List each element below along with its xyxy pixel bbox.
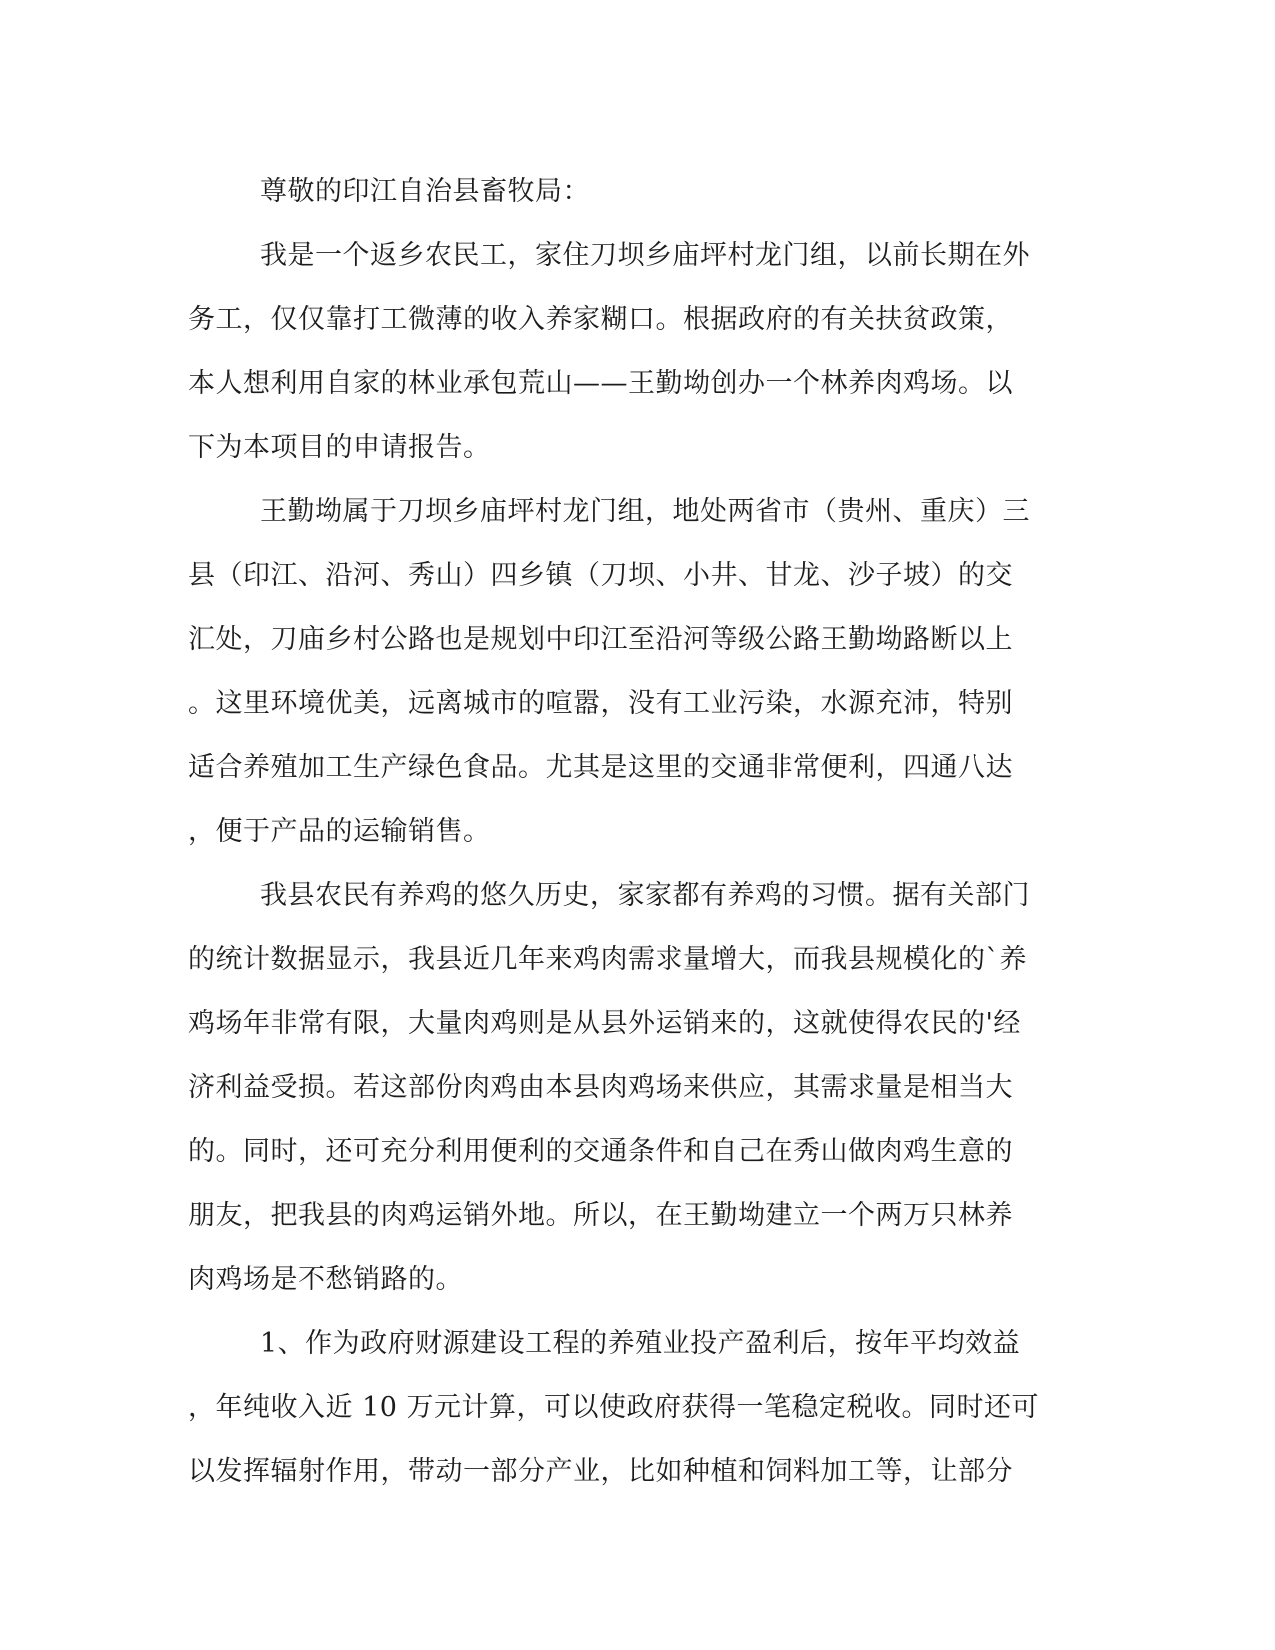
paragraph-line: 汇处，刀庙乡村公路也是规划中印江至沿河等级公路王勤坳路断以上 (188, 624, 1013, 655)
paragraph-line: ，便于产品的运输销售。 (188, 816, 491, 847)
paragraph-line: 务工，仅仅靠打工微薄的收入养家糊口。根据政府的有关扶贫政策， (188, 304, 1013, 335)
salutation: 尊敬的印江自治县畜牧局： (260, 176, 590, 207)
paragraph-line: 肉鸡场是不愁销路的。 (188, 1264, 463, 1295)
paragraph-line: 济利益受损。若这部份肉鸡由本县肉鸡场来供应，其需求量是相当大 (188, 1072, 1013, 1103)
paragraph-line: 鸡场年非常有限，大量肉鸡则是从县外运销来的，这就使得农民的'经 (188, 1008, 1021, 1039)
paragraph-line: 下为本项目的申请报告。 (188, 432, 491, 463)
paragraph-line: 王勤坳属于刀坝乡庙坪村龙门组，地处两省市（贵州、重庆）三 (260, 496, 1030, 527)
paragraph-line: 的统计数据显示，我县近几年来鸡肉需求量增大，而我县规模化的`养 (188, 944, 1027, 975)
paragraph-location (188, 480, 1068, 864)
paragraph-line: 。这里环境优美，远离城市的喧嚣，没有工业污染，水源充沛，特别 (188, 688, 1013, 719)
paragraph-line: 朋友，把我县的肉鸡运销外地。所以，在王勤坳建立一个两万只林养 (188, 1200, 1013, 1231)
paragraph-line: ，年纯收入近 10 万元计算，可以使政府获得一笔稳定税收。同时还可 (188, 1392, 1040, 1423)
paragraph-line: 本人想利用自家的林业承包荒山——王勤坳创办一个林养肉鸡场。以 (188, 368, 1013, 399)
paragraph-intro (188, 224, 1068, 480)
paragraph-benefit-1 (188, 1312, 1068, 1504)
paragraph-line: 的。同时，还可充分利用便利的交通条件和自己在秀山做肉鸡生意的 (188, 1136, 1013, 1167)
paragraph-line: 1、作为政府财源建设工程的养殖业投产盈利后，按年平均效益 (260, 1328, 1021, 1359)
paragraph-line: 我县农民有养鸡的悠久历史，家家都有养鸡的习惯。据有关部门 (260, 880, 1030, 911)
paragraph-line: 我是一个返乡农民工，家住刀坝乡庙坪村龙门组，以前长期在外 (260, 240, 1030, 271)
paragraph-line: 县（印江、沿河、秀山）四乡镇（刀坝、小井、甘龙、沙子坡）的交 (188, 560, 1013, 591)
letter-body (188, 160, 1068, 1504)
paragraph-line: 以发挥辐射作用，带动一部分产业，比如种植和饲料加工等，让部分 (188, 1456, 1013, 1487)
paragraph-line: 适合养殖加工生产绿色食品。尤其是这里的交通非常便利，四通八达 (188, 752, 1013, 783)
paragraph-market (188, 864, 1068, 1312)
